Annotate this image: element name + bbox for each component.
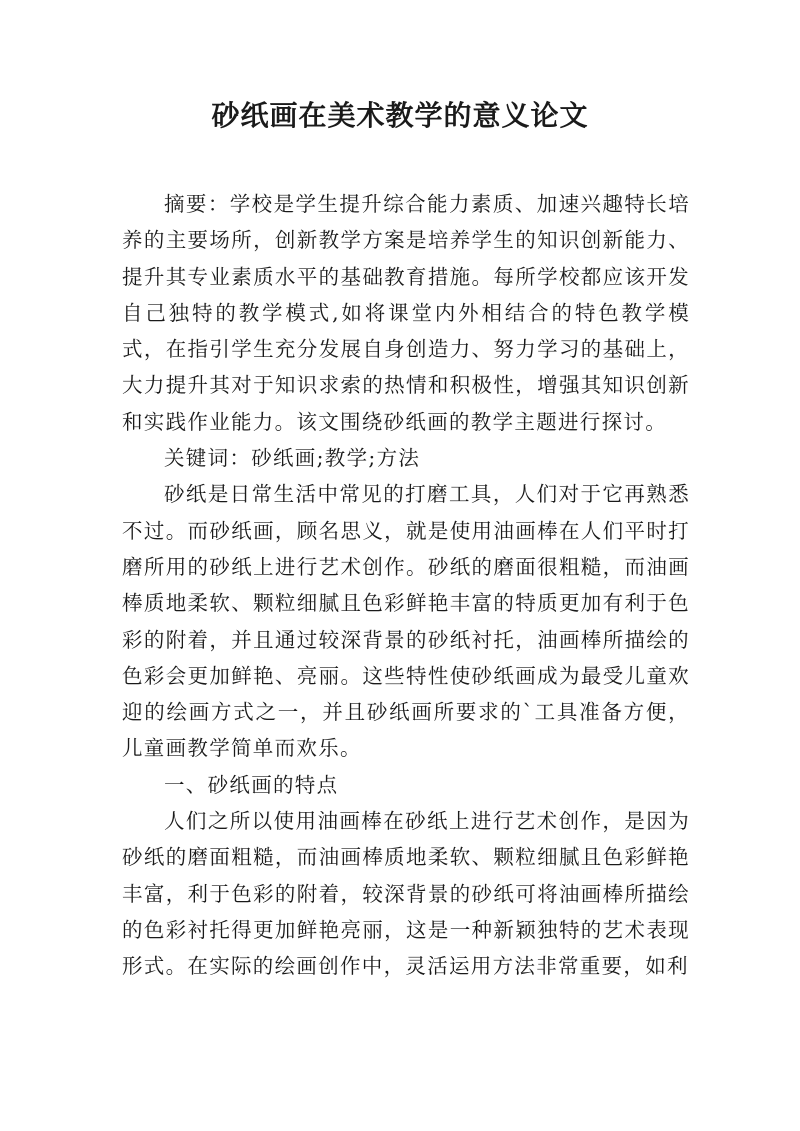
page-title: 砂纸画在美术教学的意义论文 [211,99,589,132]
keywords-paragraph: 关键词：砂纸画;教学;方法 [164,446,421,471]
section-paragraph: 人们之所以使用油画棒在砂纸上进行艺术创作，是因为砂纸的磨面粗糙，而油画棒质地柔软、颗粒细腻且色彩鲜艳丰富，利于色彩的附着，较深背景的砂纸可将油画棒所描绘的色彩衬托得更加鲜艳亮丽，这是一种新颖独特的艺术表现形式。在实际的绘画创作中，灵活运用方法非常重要，如利 [122,809,690,979]
abstract-paragraph: 摘要：学校是学生提升综合能力素质、加速兴趣特长培养的主要场所，创新教学方案是培养学生的知识创新能力、提升其专业素质水平的基础教育措施。每所学校都应该开发自己独特的教学模式,如将课堂内外相结合的特色教学模式，在指引学生充分发展自身创造力、努力学习的基础上，大力提升其对于知识求索的热情和积极性，增强其知识创新和实践作业能力。该文围绕砂纸画的教学主题进行探讨。 [122,192,690,434]
intro-paragraph: 砂纸是日常生活中常见的打磨工具，人们对于它再熟悉不过。而砂纸画，顾名思义，就是使用油画棒在人们平时打磨所用的砂纸上进行艺术创作。砂纸的磨面很粗糙，而油画棒质地柔软、颗粒细腻且色彩鲜艳丰富的特质更加有利于色彩的附着，并且通过较深背景的砂纸衬托，油画棒所描绘的色彩会更加鲜艳、亮丽。这些特性使砂纸画成为最受儿童欢迎的绘画方式之一，并且砂纸画所要求的`工具准备方便，儿童画教学简单而欢乐。 [122,482,690,761]
document-body [122,186,690,985]
section-heading: 一、砂纸画的特点 [164,772,339,797]
